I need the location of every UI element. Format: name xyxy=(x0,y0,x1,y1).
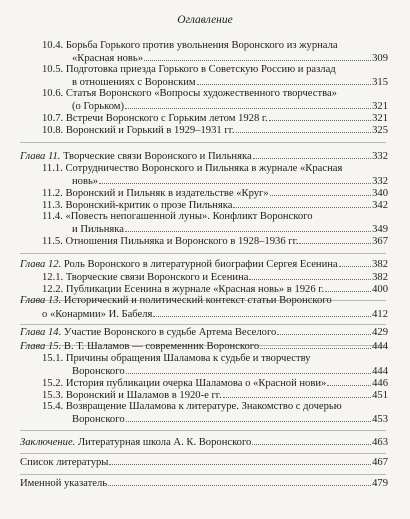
page-number: 444 xyxy=(372,341,388,352)
toc-chapter-13 xyxy=(20,295,388,307)
page-number: 332 xyxy=(372,176,388,187)
entry-title: Публикации Есенина в журнале «Красная новь» в 1926 г. xyxy=(65,284,325,295)
entry-title: Отношения Пильняка и Воронского в 1928–1936 гг. xyxy=(65,236,299,247)
section-number: 12.2. xyxy=(42,284,64,295)
section-number: 10.4. xyxy=(42,40,64,51)
entry-title: Воронский и Пильняк в издательстве «Круг» xyxy=(65,188,269,199)
dot-leader xyxy=(269,112,371,121)
dot-leader xyxy=(153,308,371,317)
entry-title: Борьба Горького против увольнения Воронского из журнала xyxy=(65,40,338,51)
entry-title: (о Горьком) xyxy=(72,101,125,112)
page-number: 321 xyxy=(372,101,388,112)
entry-title: Статья Воронского «Вопросы художественного творчества» xyxy=(65,88,337,99)
page-number: 382 xyxy=(372,272,388,283)
page-number: 382 xyxy=(372,259,388,270)
chapter-label: Глава 11. xyxy=(20,151,61,162)
divider xyxy=(20,142,386,143)
entry-title: «Красная новь» xyxy=(72,53,144,64)
section-number: 15.2. xyxy=(42,378,64,389)
entry-title: Воронского xyxy=(72,414,125,425)
page-title: Оглавление xyxy=(177,14,233,26)
section-number: 10.8. xyxy=(42,125,64,136)
toc-name-index xyxy=(20,477,388,490)
section-number: 10.6. xyxy=(42,88,64,99)
toc-chapter-14 xyxy=(20,326,388,339)
chapter-label: Заключение. xyxy=(20,437,76,448)
toc-entry-10-8 xyxy=(42,124,388,137)
dot-leader xyxy=(325,283,371,292)
entry-title: Воронский и Горький в 1929–1931 гг. xyxy=(65,125,235,136)
chapter-label: Глава 12. xyxy=(20,259,62,270)
entry-title: Возвращение Шаламова к литературе. Знакомство с дочерью xyxy=(65,401,342,412)
page-number: 479 xyxy=(372,478,388,489)
entry-title: Воронский-критик о прозе Пильняка xyxy=(65,200,233,211)
entry-title: Участие Воронского в судьбе Артема Веселого xyxy=(63,327,277,338)
dot-leader xyxy=(253,150,371,159)
page-number: 309 xyxy=(372,53,388,64)
page-number: 349 xyxy=(372,224,388,235)
entry-title: «Повесть непогашенной луны». Конфликт Воронского xyxy=(65,211,313,222)
dot-leader xyxy=(249,271,371,280)
section-number: 11.4. xyxy=(42,211,63,222)
dot-leader xyxy=(236,124,372,133)
dot-leader xyxy=(260,340,371,349)
dot-leader xyxy=(99,175,371,184)
chapter-label: Глава 14. xyxy=(20,327,62,338)
toc-entry-15-4-cont xyxy=(72,413,388,426)
section-number: 15.4. xyxy=(42,401,64,412)
page-number: 332 xyxy=(372,151,388,162)
toc-conclusion xyxy=(20,436,388,449)
section-number: 11.1. xyxy=(42,163,63,174)
divider xyxy=(20,453,386,454)
page-number: 453 xyxy=(372,414,388,425)
dot-leader xyxy=(125,100,371,109)
page-number: 367 xyxy=(372,236,388,247)
entry-title: В. Т. Шаламов — современник Воронского xyxy=(63,341,260,352)
page-number: 446 xyxy=(372,378,388,389)
section-number: 10.5. xyxy=(42,64,64,75)
dot-leader xyxy=(299,235,371,244)
toc-entry-11-5 xyxy=(42,235,388,248)
toc-chapter-11 xyxy=(20,150,388,163)
divider xyxy=(20,324,386,325)
page-number: 400 xyxy=(372,284,388,295)
entry-title: Сотрудничество Воронского и Пильняка в журнале «Красная xyxy=(65,163,343,174)
section-number: 15.3. xyxy=(42,390,64,401)
page-number: 315 xyxy=(372,77,388,88)
entry-title: в отношениях с Воронским xyxy=(72,77,196,88)
toc-entry-10-6 xyxy=(42,88,388,100)
entry-title: Литературная школа А. К. Воронского xyxy=(77,437,252,448)
dot-leader xyxy=(125,223,371,232)
divider xyxy=(20,253,386,254)
page-number: 467 xyxy=(372,457,388,468)
toc-entry-15-1 xyxy=(42,353,388,365)
toc-entry-11-1 xyxy=(42,163,388,175)
dot-leader xyxy=(144,52,371,61)
section-number: 15.1. xyxy=(42,353,64,364)
dot-leader xyxy=(233,199,371,208)
toc-chapter-12 xyxy=(20,258,388,271)
entry-title: и Пильняка xyxy=(72,224,124,235)
divider xyxy=(20,430,386,431)
entry-title: Подготовка приезда Горького в Советскую Россию и разлад xyxy=(65,64,336,75)
entry-title: Исторический и политический контекст статьи Воронского xyxy=(63,295,332,306)
dot-leader xyxy=(109,456,371,465)
toc-entry-11-4 xyxy=(42,211,388,223)
page-number: 412 xyxy=(372,309,388,320)
entry-title: Причины обращения Шаламова к судьбе и творчеству xyxy=(65,353,311,364)
entry-title: Воронского xyxy=(72,366,125,377)
toc-entry-10-4 xyxy=(42,40,388,52)
section-number: 11.3. xyxy=(42,200,63,211)
entry-title: Воронский и Шаламов в 1920-е гг. xyxy=(65,390,222,401)
page-number: 325 xyxy=(372,125,388,136)
dot-leader xyxy=(126,365,371,374)
chapter-label: Глава 15. xyxy=(20,341,62,352)
section-number: 12.1. xyxy=(42,272,64,283)
page-number: 342 xyxy=(372,200,388,211)
entry-title: Роль Воронского в литературной биографии Сергея Есенина xyxy=(63,259,338,270)
section-number: 11.2. xyxy=(42,188,63,199)
dot-leader xyxy=(327,377,371,386)
chapter-label: Глава 13. xyxy=(20,295,62,306)
dot-leader xyxy=(223,389,372,398)
dot-leader xyxy=(277,326,371,335)
entry-title: Творческие связи Воронского и Есенина xyxy=(65,272,249,283)
toc-chapter-15 xyxy=(20,340,388,353)
section-number: 11.5. xyxy=(42,236,63,247)
dot-leader xyxy=(108,477,371,486)
entry-title: новь» xyxy=(72,176,99,187)
page-number: 429 xyxy=(372,327,388,338)
entry-title: Встречи Воронского с Горьким летом 1928 г. xyxy=(65,113,268,124)
entry-title: Именной указатель xyxy=(20,478,108,489)
entry-title: История публикации очерка Шаламова о «Красной нови» xyxy=(65,378,327,389)
toc-entry-15-4 xyxy=(42,401,388,413)
divider xyxy=(20,474,386,475)
page-number: 451 xyxy=(372,390,388,401)
entry-title: Творческие связи Воронского и Пильняка xyxy=(63,151,252,162)
section-number: 10.7. xyxy=(42,113,64,124)
dot-leader xyxy=(270,187,371,196)
toc-entry-10-5 xyxy=(42,64,388,76)
dot-leader xyxy=(339,258,371,267)
entry-title: Список литературы xyxy=(20,457,109,468)
entry-title: о «Конармии» И. Бабеля xyxy=(42,309,153,320)
page-number: 444 xyxy=(372,366,388,377)
page-number: 463 xyxy=(372,437,388,448)
page-number: 340 xyxy=(372,188,388,199)
toc-chapter-13-cont xyxy=(42,308,388,321)
dot-leader xyxy=(197,76,371,85)
toc-bibliography xyxy=(20,456,388,469)
dot-leader xyxy=(126,413,371,422)
page-number: 321 xyxy=(372,113,388,124)
dot-leader xyxy=(252,436,371,445)
